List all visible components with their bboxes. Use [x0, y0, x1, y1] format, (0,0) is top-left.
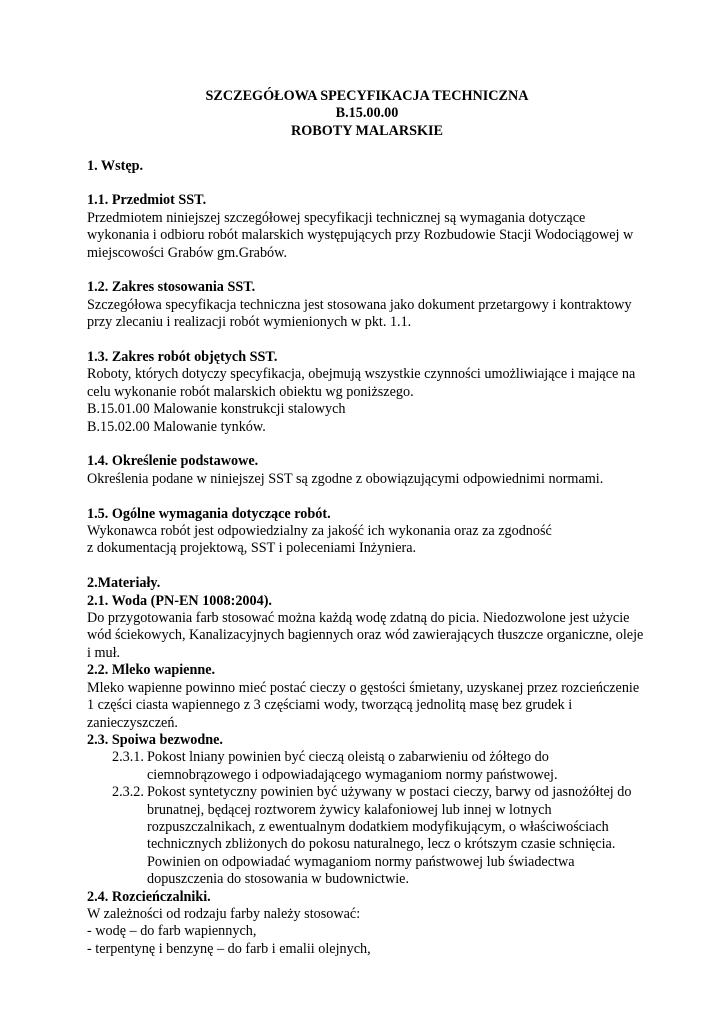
document-title [87, 88, 647, 140]
list-item [112, 749, 647, 784]
section-1-3-heading: 1.3. Zakres robót objętych SST. [87, 349, 278, 366]
section-1-5-heading: 1.5. Ogólne wymagania dotyczące robót. [87, 505, 331, 522]
section-2-4-line-1: - wodę – do farb wapiennych, [87, 923, 257, 940]
list-item-number: 2.3.1. [112, 749, 144, 766]
title-line-3: ROBOTY MALARSKIE [290, 122, 443, 139]
section-1-2-heading: 1.2. Zakres stosowania SST. [87, 279, 256, 296]
section-1-3-line-1: B.15.01.00 Malowanie konstrukcji stalowych [87, 401, 346, 418]
section-2-4-text: W zależności od rodzaju farby należy stosować: [87, 905, 361, 922]
section-2-heading: 2.Materiały. [87, 575, 161, 592]
list-item-text: Pokost lniany powinien być cieczą oleistą o zabarwieniu od żółtego do ciemnobrązowego i odpowiadającego wymaganiom normy państwowej. [147, 749, 558, 783]
section-2-1-heading: 2.1. Woda (PN-EN 1008:2004). [87, 592, 272, 609]
section-1-1-text: Przedmiotem niniejszej szczegółowej specyfikacji technicznej są wymagania dotyczące wykonania i odbioru robót malarskich występujących przy Rozbudowie Stacji Wodociągowej w miejscowości Grabów gm.Grabów. [87, 209, 634, 261]
section-1-5-text-2: z dokumentacją projektową, SST i poleceniami Inżyniera. [87, 540, 417, 557]
section-1-3-text: Roboty, których dotyczy specyfikacja, obejmują wszystkie czynności umożliwiające i mające na celu wykonanie robót malarskich obiektu wg poniższego. [87, 366, 636, 400]
section-1-heading: 1. Wstęp. [87, 157, 144, 174]
title-line-1: SZCZEGÓŁOWA SPECYFIKACJA TECHNICZNA [205, 88, 529, 104]
list-item-text: Pokost syntetyczny powinien być używany w postaci cieczy, barwy od jasnożółtej do brunatnej, będącej roztworem żywicy kalafoniowej lub innej w lotnych rozpuszczalnikach, z ewentualnym dodatkiem modyfikującym, o właściwościach technicznych zbliżonych do pokosu naturalnego, lecz o krótszym czasie schnięcia. Powinien on odpowiadać wymaganiom normy państwowej lub świadectwa dopuszczenia do stosowania w budownictwie. [147, 784, 632, 888]
title-line-2: B.15.00.00 [335, 105, 399, 122]
section-1-4-heading: 1.4. Określenie podstawowe. [87, 453, 259, 470]
section-1-5-text-1: Wykonawca robót jest odpowiedzialny za jakość ich wykonania oraz za zgodność [87, 523, 552, 540]
document-page [87, 88, 647, 958]
section-2-2-heading: 2.2. Mleko wapienne. [87, 662, 216, 679]
section-1-1-heading: 1.1. Przedmiot SST. [87, 192, 207, 209]
section-2-4-heading: 2.4. Rozcieńczalniki. [87, 888, 211, 905]
section-1-2-text: Szczegółowa specyfikacja techniczna jest stosowana jako dokument przetargowy i kontraktowy przy zlecaniu i realizacji robót wymienionych w pkt. 1.1. [87, 296, 632, 331]
section-2-4-line-2: - terpentynę i benzynę – do farb i emalii olejnych, [87, 940, 371, 957]
section-1-4-text: Określenia podane w niniejszej SST są zgodne z obowiązującymi odpowiednimi normami. [87, 470, 604, 487]
section-2-2-text: Mleko wapienne powinno mieć postać cieczy o gęstości śmietany, uzyskanej przez rozcieńczenie 1 części ciasta wapiennego z 3 częściami wody, tworzącą jednolitą masę bez grudek i zanieczyszczeń. [87, 679, 640, 731]
list-item-number: 2.3.2. [112, 784, 144, 801]
list-item [112, 784, 647, 888]
section-2-3-heading: 2.3. Spoiwa bezwodne. [87, 731, 223, 748]
section-2-1-text: Do przygotowania farb stosować można każdą wodę zdatną do picia. Niedozwolone jest użycie wód ściekowych, Kanalizacyjnych bagiennych oraz wód zawierających tłuszcze organiczne, oleje i muł. [87, 610, 644, 661]
section-1-3-line-2: B.15.02.00 Malowanie tynków. [87, 418, 266, 435]
